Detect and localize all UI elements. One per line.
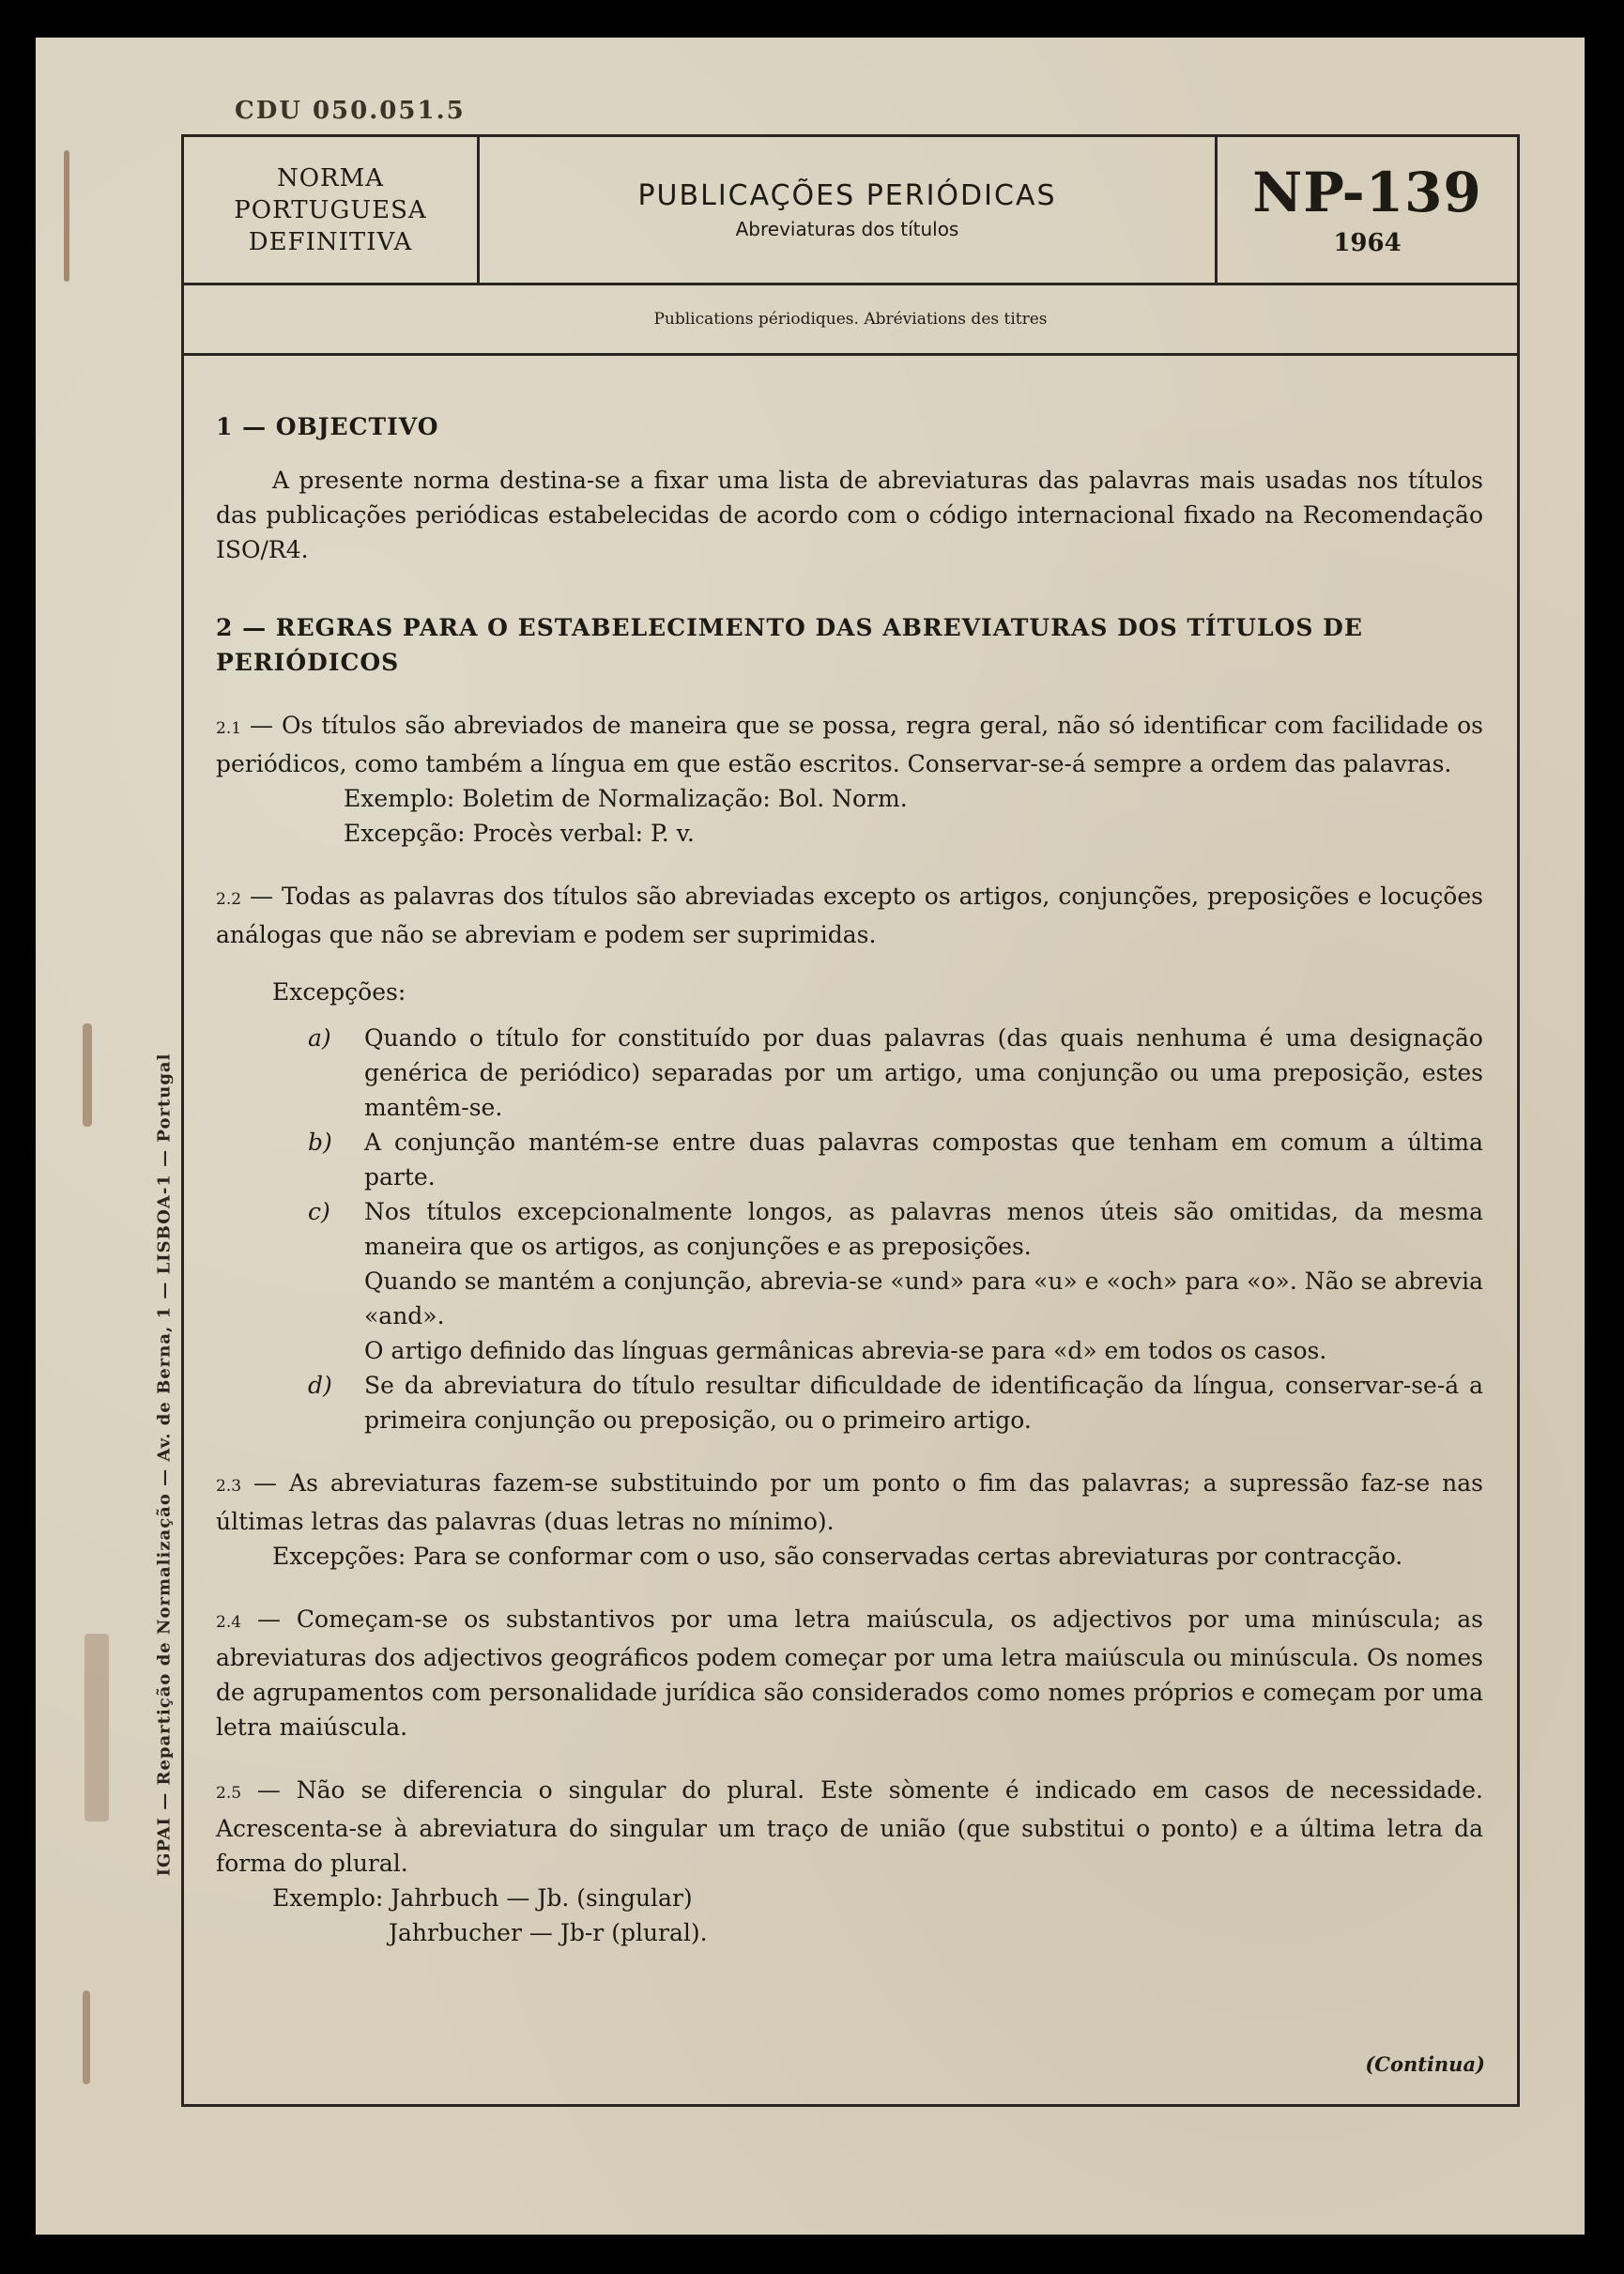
- paragraph-text: Não se diferencia o singular do plural. Este sòmente é indicado em casos de necessidade. Acrescenta-se à abreviatura do singular um traço de união (que substitui o ponto) e a última letra da forma do plural.: [216, 1776, 1483, 1877]
- item-text: A conjunção mantém-se entre duas palavras compostas que tenham em comum a última parte.: [364, 1129, 1483, 1191]
- norma-line: DEFINITIVA: [248, 227, 413, 256]
- norma-line: PORTUGUESA: [234, 195, 427, 224]
- example-line: Exemplo: Jahrbuch — Jb. (singular): [272, 1884, 693, 1912]
- norma-cell: [184, 137, 480, 283]
- paragraph-number: 2.2: [216, 890, 242, 909]
- tape-mark: [84, 1634, 109, 1821]
- paragraph-2-2: 2.2 — Todas as palavras dos títulos são abreviadas excepto os artigos, conjunções, preposições e locuções análogas que não se abreviam e podem ser suprimidas.: [216, 883, 1483, 948]
- paragraph-number: 2.1: [216, 719, 242, 738]
- document-body: [216, 409, 1483, 1950]
- stain-mark: [64, 150, 69, 282]
- paragraph-2-1: 2.1 — Os títulos são abreviados de maneira que se possa, regra geral, não só identificar com facilidade os periódicos, como também a língua em que estão escritos. Conservar-se-á sempre a ordem das palavras.: [216, 712, 1483, 777]
- norm-frame: [181, 134, 1520, 2107]
- paragraph-2-5: 2.5 — Não se diferencia o singular do plural. Este sòmente é indicado em casos de necessidade. Acrescenta-se à abreviatura do singular um traço de união (que substitui o ponto) e a última letra da forma do plural.: [216, 1776, 1483, 1877]
- item-label: [216, 1333, 364, 1368]
- paragraph-number: 2.3: [216, 1477, 242, 1496]
- paragraph-number: 2.4: [216, 1613, 242, 1632]
- document-title: PUBLICAÇÕES PERIÓDICAS: [637, 179, 1057, 212]
- paragraph-text: Os títulos são abreviados de maneira que se possa, regra geral, não só identificar com facilidade os periódicos, como também a língua em que estão escritos. Conservar-se-á sempre a ordem das palavras.: [216, 712, 1483, 777]
- item-label: a): [308, 1024, 331, 1052]
- code-cell: [1218, 137, 1517, 283]
- item-label: d): [308, 1372, 332, 1399]
- exceptions-label: Excepções:: [272, 978, 406, 1006]
- paragraph-text: Todas as palavras dos títulos são abreviadas excepto os artigos, conjunções, preposições e locuções análogas que não se abreviam e podem ser suprimidas.: [216, 883, 1483, 948]
- list-item: [216, 1368, 1483, 1437]
- list-item: [216, 1194, 1483, 1264]
- header-table: [184, 137, 1517, 285]
- example-line: Exemplo: Boletim de Normalização: Bol. Norm.: [344, 785, 908, 812]
- item-text: Quando o título for constituído por duas palavras (das quais nenhuma é uma designação genérica de periódico) separadas por um artigo, uma conjunção ou uma preposição, estes mantêm-se.: [364, 1024, 1483, 1121]
- section-heading: 2 — REGRAS PARA O ESTABELECIMENTO DAS ABREVIATURAS DOS TÍTULOS DE PERIÓDICOS: [216, 614, 1363, 676]
- paragraph-text: Começam-se os substantivos por uma letra maiúscula, os adjectivos por uma minúscula; as abreviaturas dos adjectivos geográficos podem começar por uma letra maiúscula ou minúscula. Os nomes de agrupamentos com personalidade jurídica são considerados como nomes próprios e começam por uma letra maiúscula.: [216, 1606, 1483, 1741]
- item-label: b): [308, 1129, 332, 1156]
- continua-label: (Continua): [1365, 2052, 1485, 2076]
- stain-mark: [83, 1990, 90, 2084]
- item-text: O artigo definido das línguas germânicas abrevia-se para «d» em todos os casos.: [364, 1337, 1327, 1364]
- item-text: Se da abreviatura do título resultar dificuldade de identificação da língua, conservar-se-á a primeira conjunção ou preposição, ou o primeiro artigo.: [364, 1372, 1483, 1434]
- norma-line: NORMA: [276, 163, 385, 192]
- list-item: [216, 1021, 1483, 1125]
- norm-code: NP-139: [1252, 160, 1482, 224]
- norm-year: 1964: [1333, 228, 1402, 257]
- paragraph: A presente norma destina-se a fixar uma lista de abreviaturas das palavras mais usadas nos títulos das publicações periódicas estabelecidas de acordo com o código internacional fixado na Recomendação ISO/R4.: [216, 467, 1483, 563]
- publisher-side-text: IGPAI — Repartição de Normalização — Av. de Berna, 1 — LISBOA-1 — Portugal: [154, 1052, 175, 1877]
- paragraph-2-4: 2.4 — Começam-se os substantivos por uma letra maiúscula, os adjectivos por uma minúscula; as abreviaturas dos adjectivos geográficos podem começar por uma letra maiúscula ou minúscula. Os nomes de agrupamentos com personalidade jurídica são considerados como nomes próprios e começam por uma letra maiúscula.: [216, 1606, 1483, 1741]
- paragraph-number: 2.5: [216, 1784, 242, 1803]
- french-title: Publications périodiques. Abréviations des titres: [184, 285, 1517, 356]
- item-text: Quando se mantém a conjunção, abrevia-se «und» para «u» e «och» para «o». Não se abrevia «and».: [364, 1268, 1483, 1329]
- document-subtitle: Abreviaturas dos títulos: [735, 218, 959, 240]
- list-item: [216, 1125, 1483, 1194]
- exceptions-line: Excepções: Para se conformar com o uso, são conservadas certas abreviaturas por contracção.: [272, 1543, 1403, 1570]
- paragraph-text: As abreviaturas fazem-se substituindo por um ponto o fim das palavras; a supressão faz-se nas últimas letras das palavras (duas letras no mínimo).: [216, 1469, 1483, 1535]
- item-label: c): [308, 1198, 330, 1225]
- item-label: [216, 1264, 364, 1333]
- example-line: Jahrbucher — Jb-r (plural).: [389, 1919, 708, 1946]
- list-item: [216, 1264, 1483, 1333]
- paragraph-2-3: 2.3 — As abreviaturas fazem-se substituindo por um ponto o fim das palavras; a supressão faz-se nas últimas letras das palavras (duas letras no mínimo).: [216, 1469, 1483, 1535]
- cut-off-header-text: CDU 050.051.5: [235, 97, 466, 125]
- stain-mark: [83, 1023, 92, 1127]
- item-text: Nos títulos excepcionalmente longos, as palavras menos úteis são omitidas, da mesma maneira que os artigos, as conjunções e as preposições.: [364, 1198, 1483, 1260]
- section-heading: 1 — OBJECTIVO: [216, 413, 439, 440]
- list-item: [216, 1333, 1483, 1368]
- exception-line: Excepção: Procès verbal: P. v.: [344, 820, 695, 847]
- title-cell: [480, 137, 1218, 283]
